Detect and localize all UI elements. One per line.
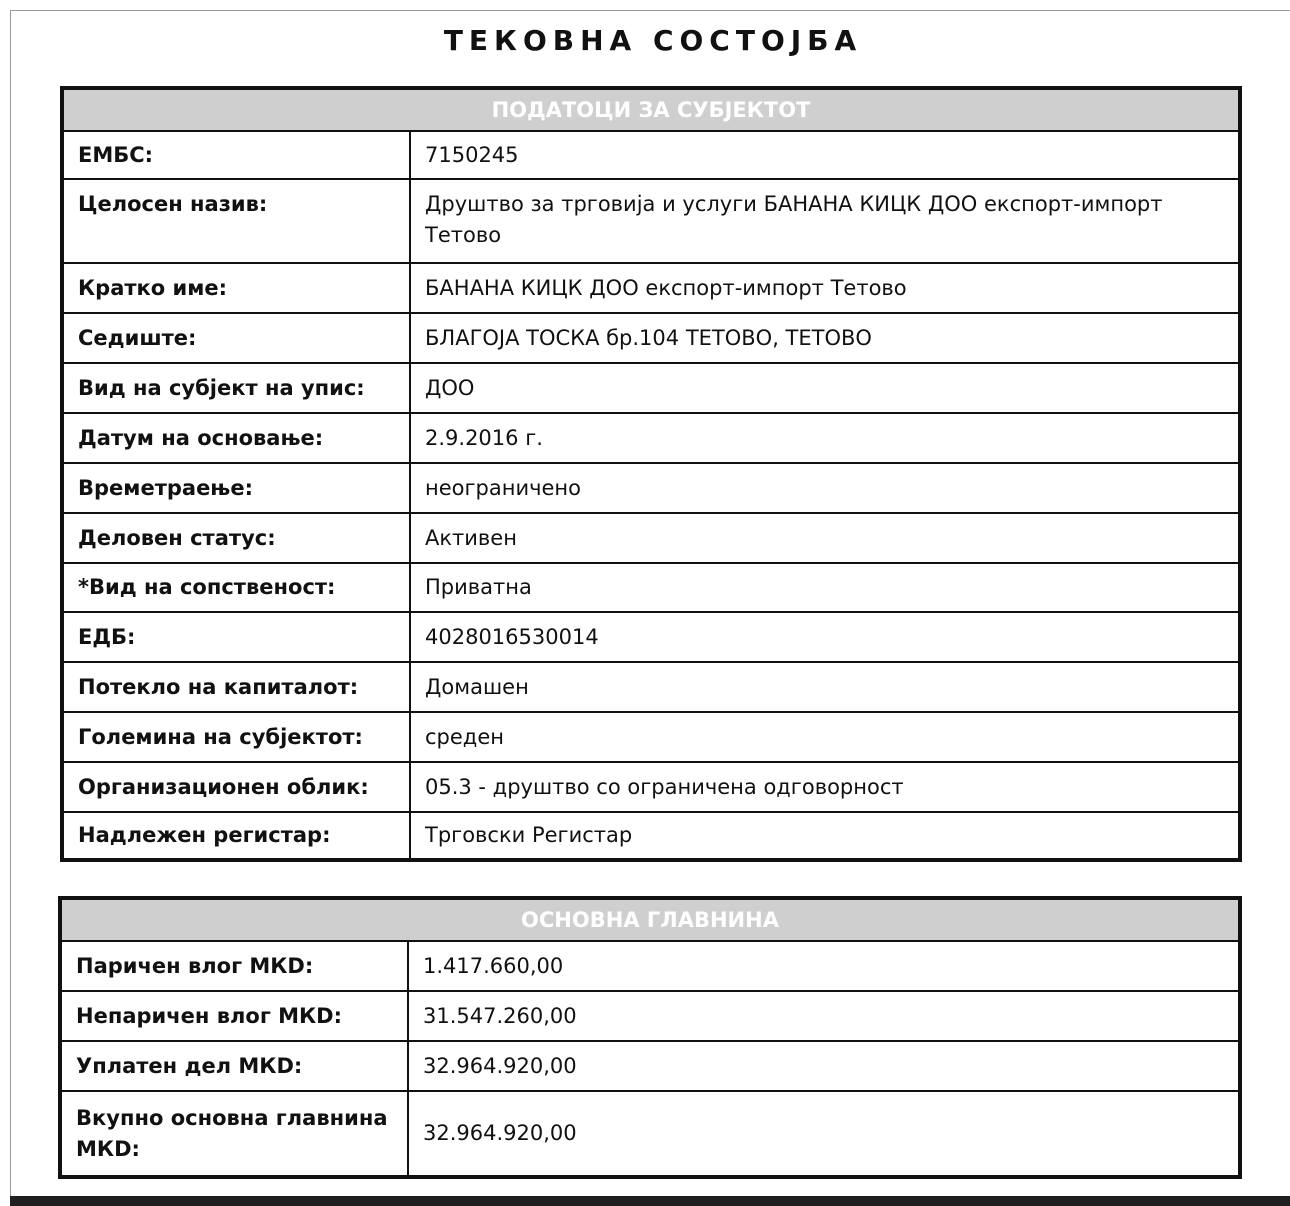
capital-header-row [60,898,1240,941]
row-label: Деловен статус: [62,513,410,563]
row-label: Паричен влог МКD: [60,941,408,991]
row-value: 4028016530014 [410,612,1240,662]
table-row [62,762,1240,812]
row-label: Организационен облик: [62,762,410,812]
row-label: Потекло на капиталот: [62,662,410,712]
row-value: Домашен [410,662,1240,712]
row-label: Уплатен дел МКD: [60,1041,408,1091]
table-row [62,179,1240,263]
subject-data-table [60,86,1242,862]
row-value: 32.964.920,00 [408,1041,1240,1091]
row-value: Трговски Регистар [410,812,1240,860]
table-row [62,313,1240,363]
row-value: 32.964.920,00 [408,1091,1240,1177]
table-row [60,1041,1240,1091]
row-label: Времетраење: [62,463,410,513]
table-row [62,413,1240,463]
row-value: 2.9.2016 г. [410,413,1240,463]
row-label: Вкупно основна главнина МКD: [60,1091,408,1177]
table-row [60,991,1240,1041]
row-label: ЕДБ: [62,612,410,662]
table-row [62,812,1240,860]
table-row [62,612,1240,662]
row-label: Вид на субјект на упис: [62,363,410,413]
document-title: ТЕКОВНА СОСТОЈБА [443,24,863,57]
table-row [62,263,1240,313]
row-label: Надлежен регистар: [62,812,410,860]
row-value: ДОО [410,363,1240,413]
table-row [60,1091,1240,1177]
row-value: 31.547.260,00 [408,991,1240,1041]
capital-section-header: ОСНОВНА ГЛАВНИНА [60,898,1240,941]
row-value: Активен [410,513,1240,563]
table-row [62,463,1240,513]
table-row [62,563,1240,612]
row-value: Приватна [410,563,1240,612]
row-label: Целосен назив: [62,179,410,263]
row-value: неограничено [410,463,1240,513]
row-value: 1.417.660,00 [408,941,1240,991]
row-label: Датум на основање: [62,413,410,463]
row-value: 05.3 - друштво со ограничена одговорност [410,762,1240,812]
row-label: ЕМБС: [62,131,410,179]
table-row [62,513,1240,563]
subject-section-header: ПОДАТОЦИ ЗА СУБЈЕКТОТ [62,88,1240,131]
row-value: среден [410,712,1240,762]
row-label: Непаричен влог МКD: [60,991,408,1041]
row-label: Кратко име: [62,263,410,313]
row-value: БАНАНА КИЦК ДОО експорт-импорт Тетово [410,263,1240,313]
row-label: *Вид на сопственост: [62,563,410,612]
subject-header-row [62,88,1240,131]
row-value: 7150245 [410,131,1240,179]
row-label: Седиште: [62,313,410,363]
bottom-edge-bar [10,1196,1290,1206]
table-row [62,662,1240,712]
table-row [62,712,1240,762]
row-value: Друштво за трговија и услуги БАНАНА КИЦК ДОО експорт-импорт Тетово [410,179,1240,263]
row-value: БЛАГОЈА ТОСКА бр.104 ТЕТОВО, ТЕТОВО [410,313,1240,363]
table-row [60,941,1240,991]
table-row [62,131,1240,179]
capital-data-table [58,896,1242,1179]
table-row [62,363,1240,413]
row-label: Големина на субјектот: [62,712,410,762]
